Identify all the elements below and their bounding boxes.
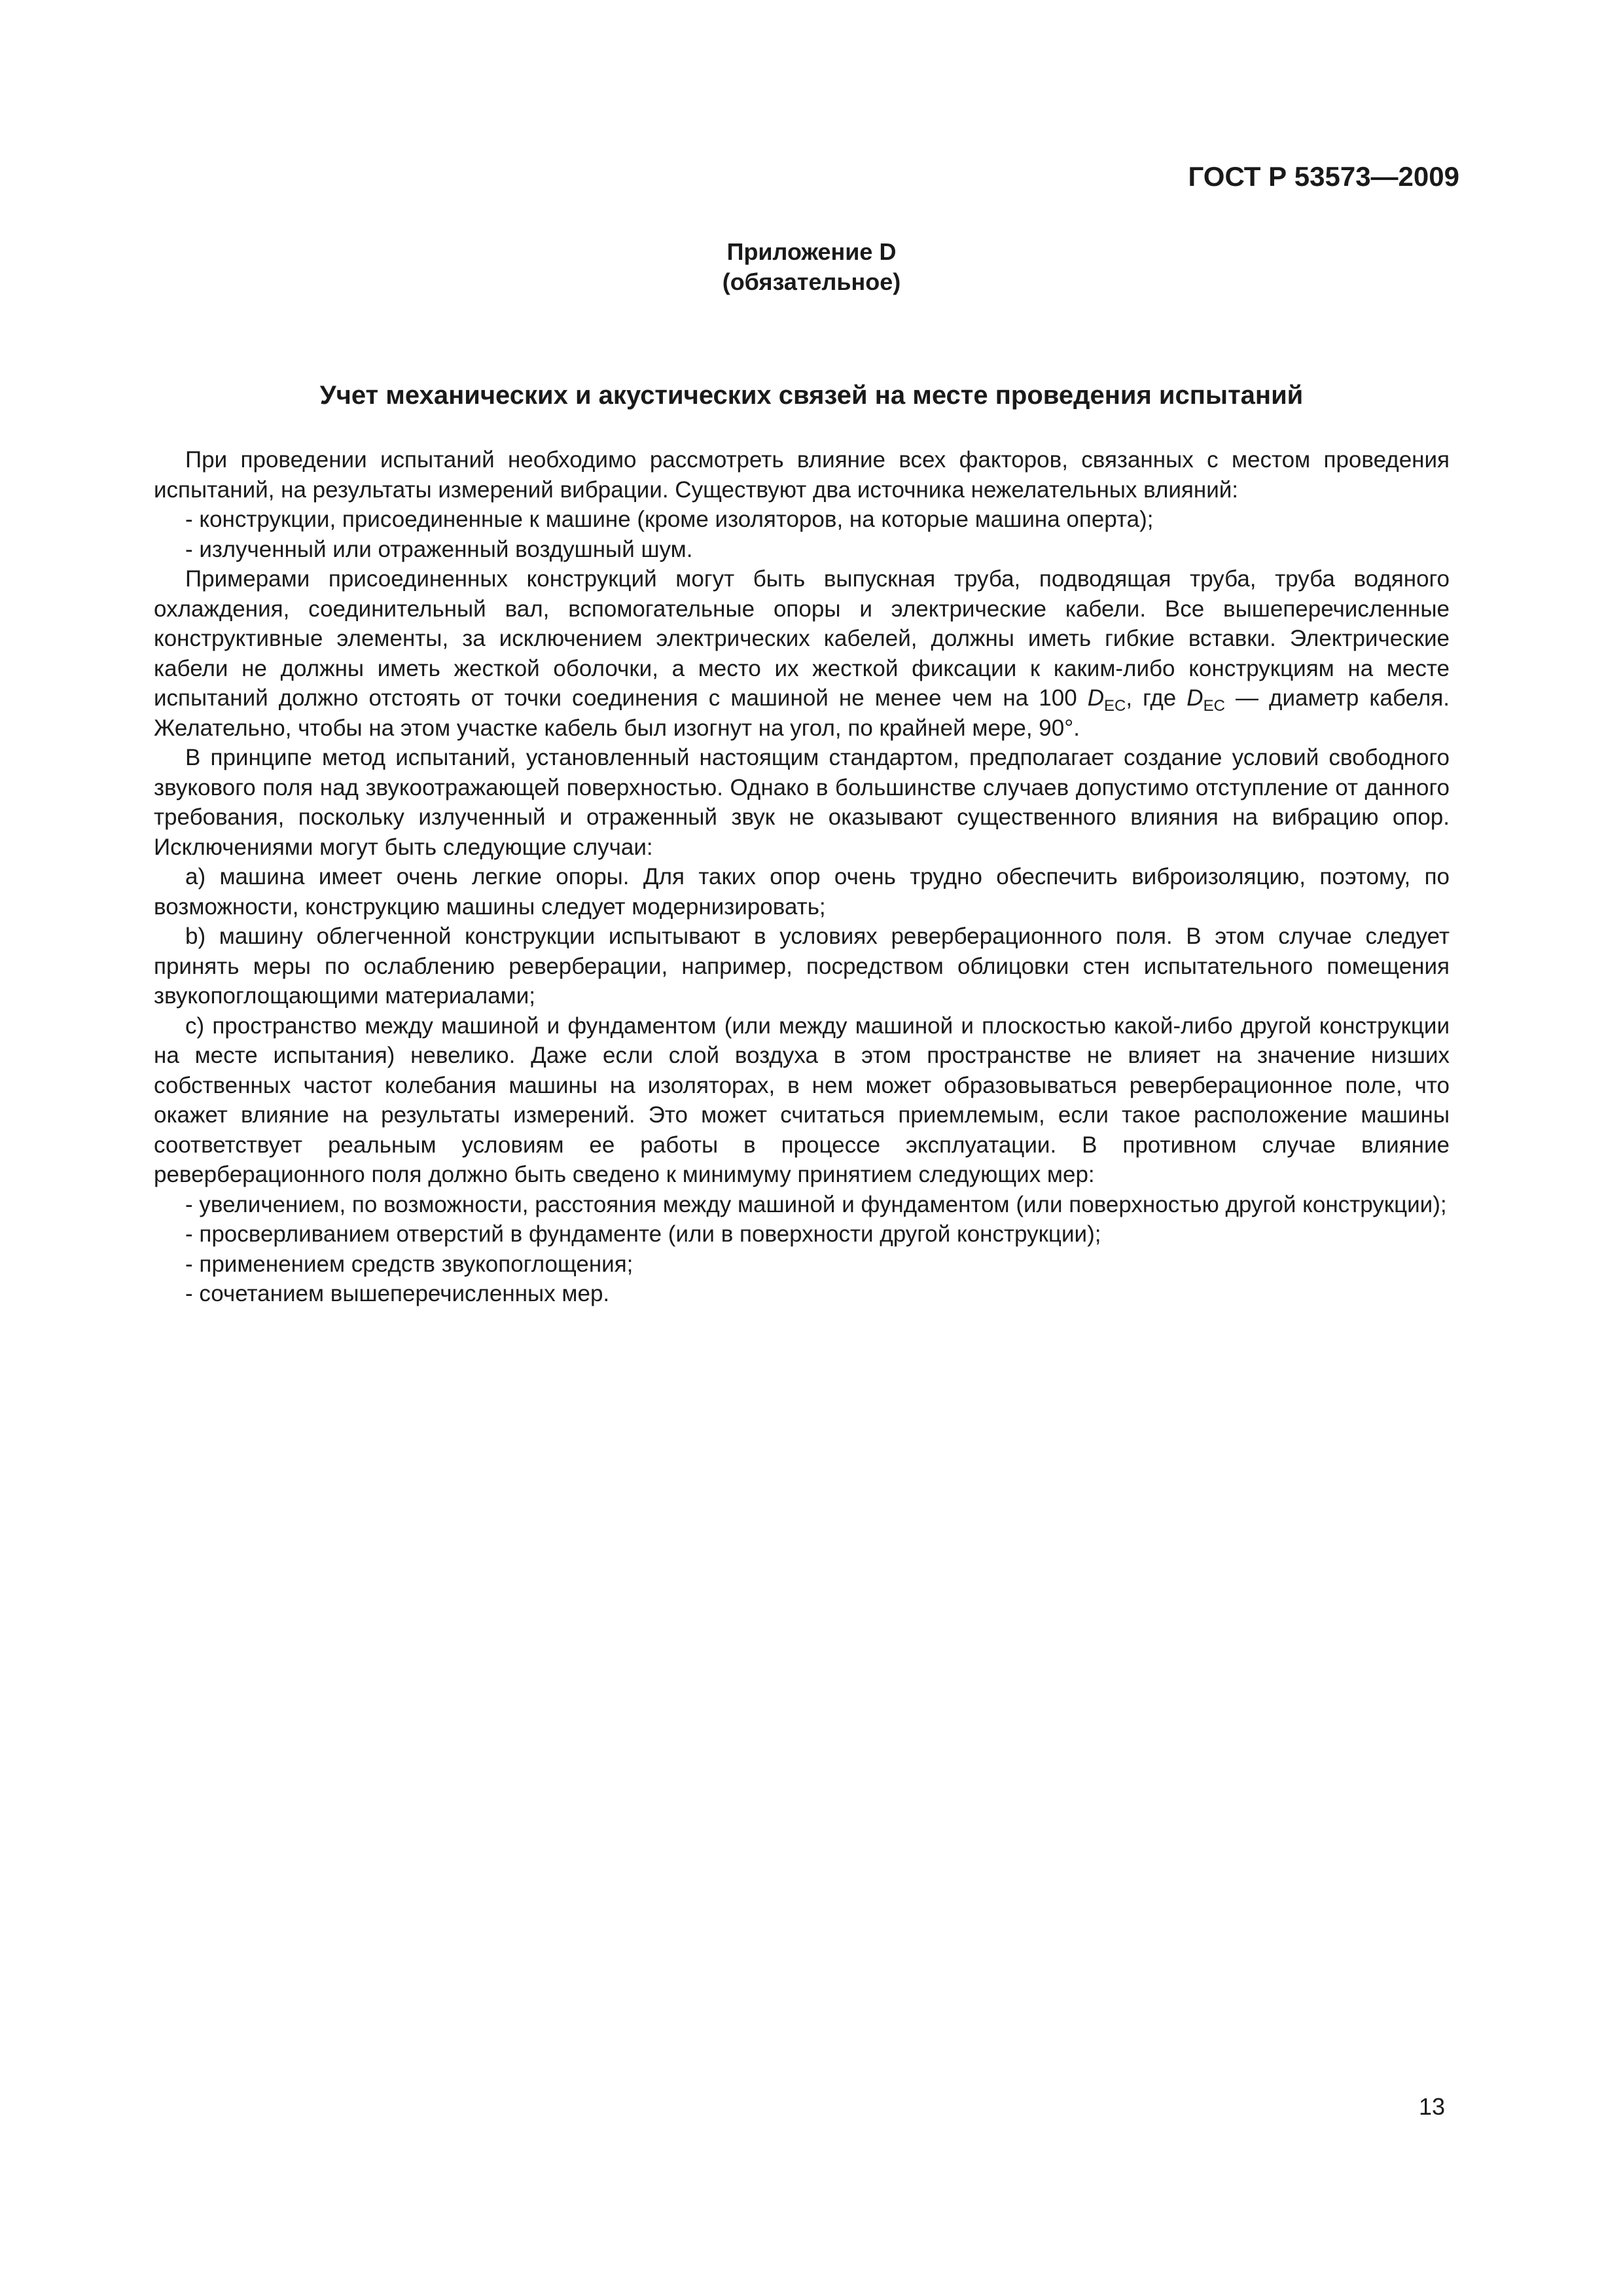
list-item-b: b) машину облегченной конструкции испытывают в условиях реверберационного поля. В этом случае следует принять меры по ослаблению реверберации, например, посредством облицовки стен испытательного помещения звукопоглощающими материалами; [154, 924, 1450, 1009]
page-number: 13 [1418, 2093, 1445, 2120]
list-item: - просверливанием отверстий в фундаменте (или в поверхности другой конструкции); [185, 1221, 1101, 1247]
annex-label: Приложение D [726, 238, 897, 265]
document-code: ГОСТ Р 53573—2009 [1188, 161, 1459, 192]
symbol-d: D [1087, 685, 1105, 711]
annex-status: (обязательное) [722, 268, 901, 295]
list-item: - применением средств звукопоглощения; [185, 1251, 633, 1277]
paragraph: При проведении испытаний необходимо рассмотреть влияние всех факторов, связанных с местом проведения испытаний, на результаты измерений вибрации. Существуют два источника нежелательных влияний: [154, 447, 1450, 503]
annex-heading [0, 237, 1623, 297]
symbol-subscript: EC [1104, 697, 1126, 715]
paragraph: В принципе метод испытаний, установленный настоящим стандартом, предполагает создание условий свободного звукового поля над звукоотражающей поверхностью. Однако в большинстве случаев допустимо отступление от данного требования, поскольку излученный и отраженный звук не оказывают существенного влияния на вибрацию опор. Исключениями могут быть следующие случаи: [154, 745, 1450, 860]
symbol-d: D [1186, 685, 1204, 711]
list-item: - излученный или отраженный воздушный шум. [185, 536, 693, 562]
list-item: - увеличением, по возможности, расстояния между машиной и фундаментом (или поверхностью другой конструкции); [185, 1191, 1447, 1217]
symbol-subscript: EC [1203, 697, 1225, 715]
list-item: - конструкции, присоединенные к машине (кроме изоляторов, на которые машина оперта); [185, 507, 1154, 532]
section-title: Учет механических и акустических связей на месте проведения испытаний [319, 381, 1304, 410]
examples-text-middle: , где [1126, 685, 1187, 711]
paragraph-examples [154, 564, 1450, 743]
examples-text-end: — диаметр кабеля. Желательно, чтобы на этом участке кабель был изогнут на угол, по крайней мере, 90°. [154, 685, 1450, 741]
examples-text-start: Примерами присоединенных конструкций могут быть выпускная труба, подводящая труба, труба водяного охлаждения, соединительный вал, вспомогательные опоры и электрические кабели. Все вышеперечисленные конструктивные элементы, за исключением электрических кабелей, должны иметь гибкие вставки. Электрические кабели не должны иметь жесткой оболочки, а место их жесткой фиксации к каким-либо конструкциям на месте испытаний должно отстоять от точки соединения с машиной не менее чем на 100 [154, 566, 1450, 711]
list-item-a: a) машина имеет очень легкие опоры. Для таких опор очень трудно обеспечить виброизоляцию, поэтому, по возможности, конструкцию машины следует модернизировать; [154, 864, 1450, 920]
list-item-c: c) пространство между машиной и фундаментом (или между машиной и плоскостью какой-либо другой конструкции на месте испытания) невелико. Даже если слой воздуха в этом пространстве не влияет на значение низших собственных частот колебания машины на изоляторах, в нем может образовываться реверберационное поле, что окажет влияние на результаты измерений. Это может считаться приемлемым, если такое расположение машины соответствует реальным условиям ее работы в процессе эксплуатации. В противном случае влияние реверберационного поля должно быть сведено к минимуму принятием следующих мер: [154, 1013, 1450, 1187]
list-item: - сочетанием вышеперечисленных мер. [185, 1281, 610, 1306]
body-text [154, 445, 1450, 1309]
